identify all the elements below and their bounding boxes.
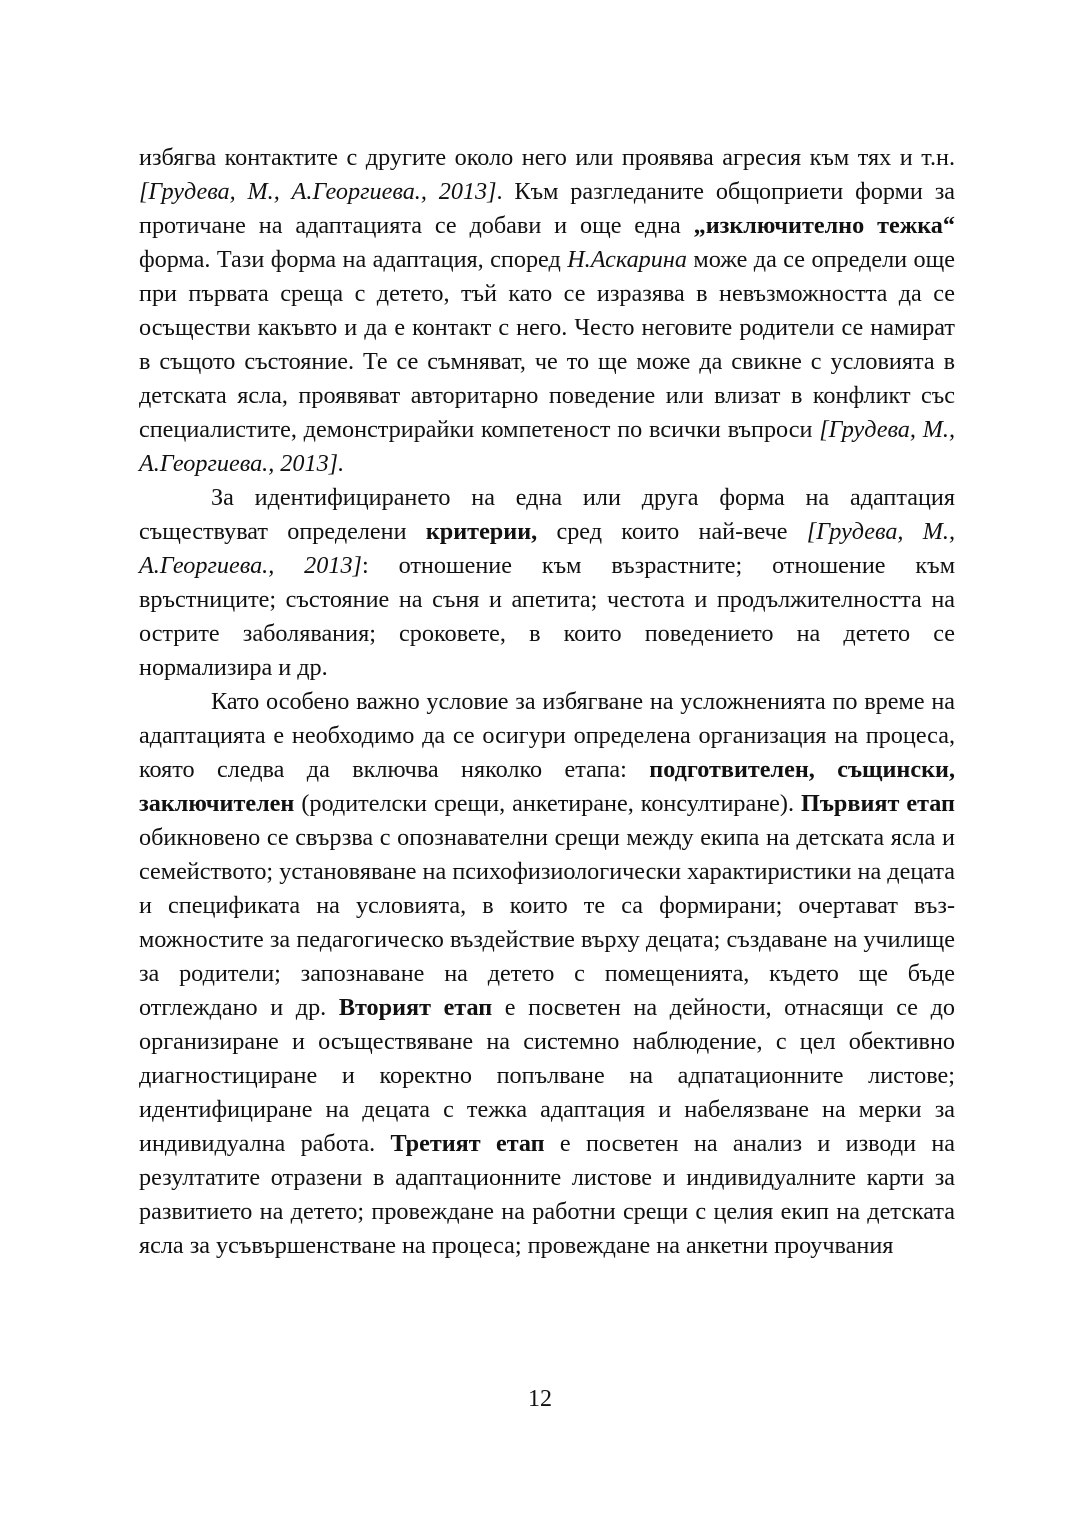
text-run: е посветен на дейности, отнасящи се до организиране и осъществяване на системно наблюдение, с цел обективно диагностициране и коректно попълване на адпатационните листове; идентифициране на децата с тежка адаптация и набелязване на мерки за индивидуална работа.: [139, 994, 955, 1157]
page-number: 12: [528, 1386, 552, 1412]
bold-text: Вторият етап: [338, 994, 493, 1021]
text-run: Като особено важно условие за избягване на усложненията по време на адаптацията е необходимо да се осигури определена организация на процеса, която следва да включва няколко етапа:: [139, 688, 955, 783]
bold-text: Първият етап: [801, 790, 955, 817]
text-run: обикновено се свързва с опознавателни срещи между екипа на детската ясла и семейството; установяване на психофизиологически характиристики на децата и спецификата на условията, в които те са формирани; очертават възможностите за педагогическо въздействие върху децата; създаване на училище за родители; запознаване на детето с помещенията, където ще бъде отглеждано и др.: [139, 824, 955, 1021]
body-text: [139, 141, 955, 1263]
text-run: За идентифицирането на една или друга форма на адаптация съществуват определени: [139, 484, 955, 545]
text-run: . Към разгледаните общоприети форми за протичане на адаптацията се добави и още една: [139, 178, 955, 239]
text-run: избягва контактите с другите около него или проявява агресия към тях и т.н.: [139, 144, 955, 171]
text-run: : отношение към възрастните; отношение към връстниците; състояние на съня и апетита; честота и продължителността на острите заболявания; сроковете, в които поведението на детето се нормализира и др.: [139, 552, 955, 681]
bold-text: подготвителен, същински, заключителен: [139, 756, 955, 817]
paragraph-2: [139, 481, 955, 685]
text-run: форма. Тази форма на адаптация, според: [139, 246, 568, 273]
text-run: (родителски срещи, анкетиране, консултиране).: [294, 790, 802, 817]
citation-text: [Грудева, М., А.Георгиева., 2013]: [139, 518, 956, 579]
paragraph-3: [139, 685, 955, 1263]
citation-text: [Грудева, М., А.Георгиева., 2013]: [139, 178, 497, 205]
citation-text: [Грудева, М., А.Георгиева., 2013].: [139, 416, 956, 477]
text-run: е посветен на анализ и изводи на резултатите отразени в адаптационните листове и индивидуалните карти за развитието на детето; провеждане на работни срещи с целия екип на детската ясла за усъвършенстване на процеса; провеждане на анкетни проучвания: [139, 1130, 956, 1259]
citation-text: Н.Аскарина: [567, 246, 687, 273]
bold-text: „изключително тежка“: [693, 212, 955, 239]
bold-text: Третият етап: [390, 1130, 545, 1157]
paragraph-1: [139, 141, 955, 481]
text-run: може да се определи още при първата среща с детето, тъй като се изразява в невъзможността да се осъществи какъвто и да е контакт с него. Често неговите родители се намират в същото състояние. Те се съмняват, че то ще може да свикне с условията в детската ясла, проявяват авторитарно поведение или влизат в конфликт със специалистите, демонстрирайки компетеност по всички въпроси: [139, 246, 955, 443]
bold-text: критерии,: [425, 518, 538, 545]
text-run: сред които най-вече: [537, 518, 807, 545]
